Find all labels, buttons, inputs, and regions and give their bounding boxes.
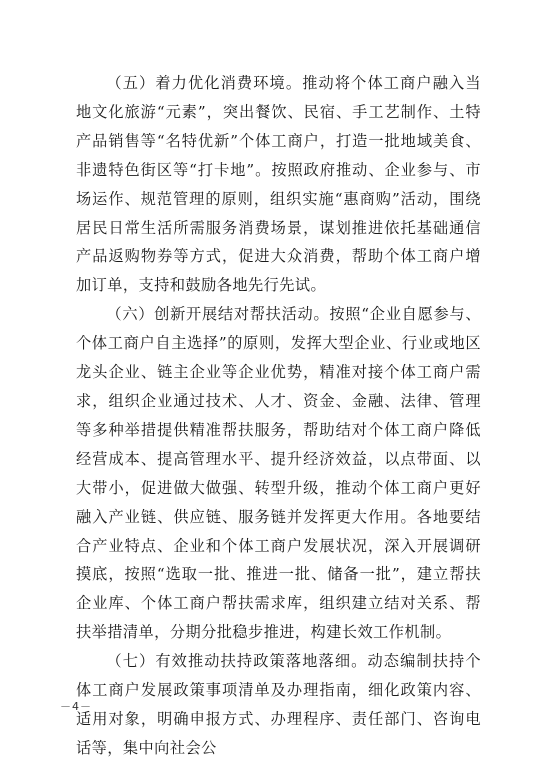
- page-number: －4－: [60, 700, 92, 713]
- paragraph-7: [76, 647, 481, 763]
- paragraph-7-heading: （七）有效推动扶持政策落地落细。: [106, 652, 368, 671]
- paragraph-6-text: 按照“企业自愿参与、个体工商户自主选择”的原则，发挥大型企业、行业或地区龙头企业、链主企业等企业优势，精准对接个体工商户需求，组织企业通过技术、人才、资金、金融、法律、管理等多种举措提供精准帮扶服务，帮助结对个体工商户降低经营成本、提高管理水平、提升经济效益，以点带面、以大带小，促进做大做强、转型升级，推动个体工商户更好融入产业链、供应链、服务链并发挥更大作用。各地要结合产业特点、企业和个体工商户发展状况，深入开展调研摸底，按照“选取一批、推进一批、储备一批”，建立帮扶企业库、个体工商户帮扶需求库，组织建立结对关系、帮扶举措清单，分期分批稳步推进，构建长效工作机制。: [76, 305, 481, 642]
- paragraph-6: [76, 300, 481, 647]
- document-body: [76, 69, 481, 763]
- paragraph-5-text: 推动将个体工商户融入当地文化旅游“元素”，突出餐饮、民宿、手工艺制作、土特产品销售等“名特优新”个体工商户，打造一批地域美食、非遗特色街区等“打卡地”。按照政府推动、企业参与、市场运作、规范管理的原则，组织实施“惠商购”活动，围绕居民日常生活所需服务消费场景，谋划推进依托基础通信产品返购物券等方式，促进大众消费，帮助个体工商户增加订单，支持和鼓励各地先行先试。: [76, 74, 482, 295]
- paragraph-5-heading: （五）着力优化消费环境。: [106, 74, 303, 92]
- paragraph-7-text: 动态编制扶持个体工商户发展政策事项清单及办理指南，细化政策内容、适用对象，明确申报方式、办理程序、责任部门、咨询电话等，集中向社会公: [76, 652, 482, 757]
- paragraph-6-heading: （六）创新开展结对帮扶活动。: [106, 305, 330, 324]
- paragraph-5: [76, 69, 481, 300]
